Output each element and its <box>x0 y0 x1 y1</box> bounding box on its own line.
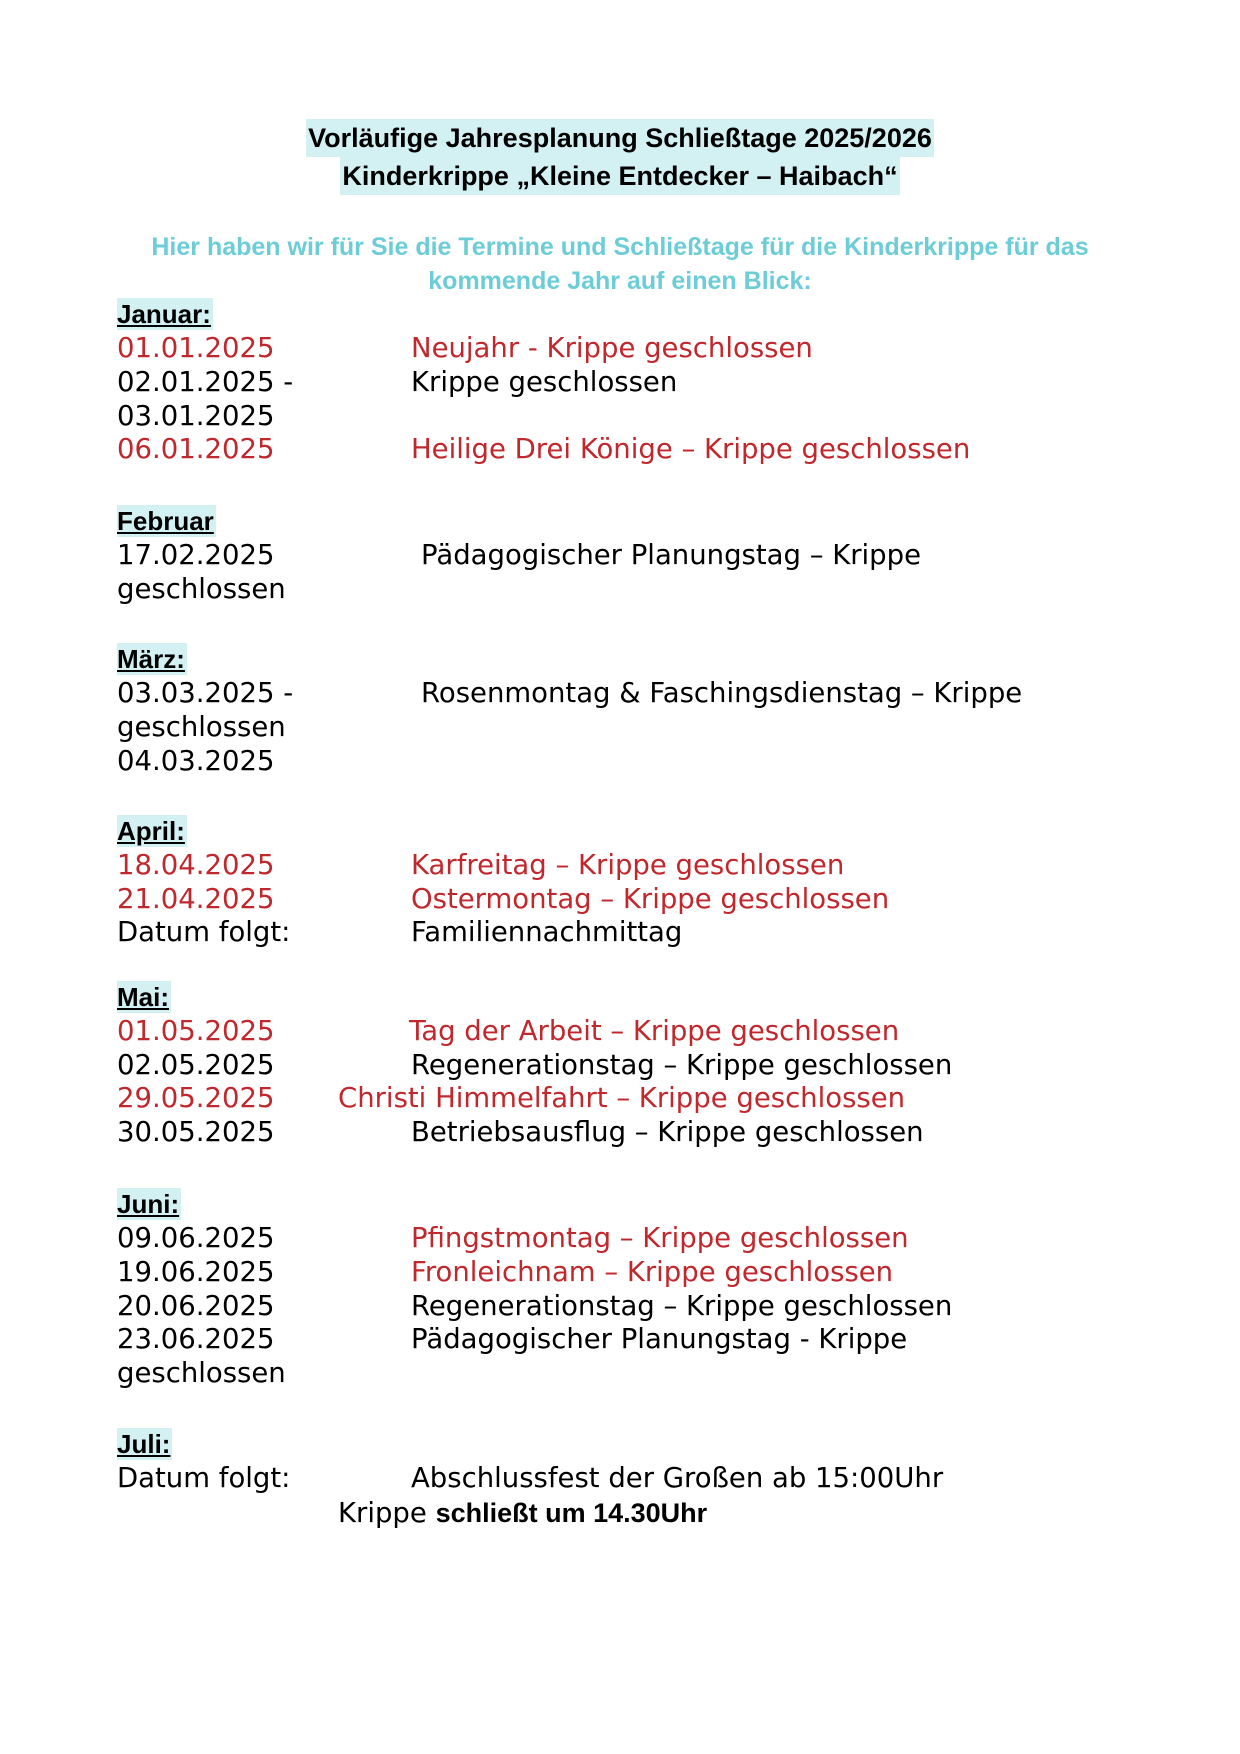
entry-text-continued: geschlossen <box>117 711 286 743</box>
entry-text: Karfreitag – Krippe geschlossen <box>411 849 845 881</box>
entry-text: Abschlussfest der Großen ab 15:00Uhr <box>411 1462 944 1494</box>
entry-date: 06.01.2025 <box>117 433 275 465</box>
entry-text: Fronleichnam – Krippe geschlossen <box>411 1256 894 1288</box>
intro-line-1: Hier haben wir für Sie die Termine und Schließtage für die Kinderkrippe für das <box>151 233 1089 261</box>
month-heading-mai: Mai: <box>117 982 169 1012</box>
month-heading-januar: Januar: <box>117 299 211 329</box>
entry-text-continued: geschlossen <box>117 1357 286 1389</box>
entry-date: 23.06.2025 <box>117 1323 275 1355</box>
entry-text: Christi Himmelfahrt – Krippe geschlossen <box>338 1082 906 1114</box>
entry-date: 18.04.2025 <box>117 849 275 881</box>
month-heading-juli: Juli: <box>117 1429 171 1459</box>
entry-date: 02.01.2025 - <box>117 366 294 398</box>
entry-date: 03.03.2025 - <box>117 677 294 709</box>
entry-date-end: 03.01.2025 <box>117 400 275 432</box>
month-heading-februar: Februar <box>117 506 214 536</box>
entry-date: 01.01.2025 <box>117 332 275 364</box>
entry-text: Heilige Drei Könige – Krippe geschlossen <box>411 433 971 465</box>
entry-text: Tag der Arbeit – Krippe geschlossen <box>409 1015 900 1047</box>
entry-text-continued <box>338 1496 707 1530</box>
title-line-2: Kinderkrippe „Kleine Entdecker – Haibach“ <box>340 157 899 195</box>
entry-text-continued-a: Krippe <box>338 1497 436 1529</box>
month-heading-juni: Juni: <box>117 1189 180 1219</box>
entry-date: 02.05.2025 <box>117 1049 275 1081</box>
entry-date: 21.04.2025 <box>117 883 275 915</box>
entry-text: Rosenmontag & Faschingsdienstag – Krippe <box>421 677 1023 709</box>
entry-text: Pfingstmontag – Krippe geschlossen <box>411 1222 909 1254</box>
entry-text-continued: geschlossen <box>117 573 286 605</box>
document-title <box>0 119 1240 195</box>
entry-date: 30.05.2025 <box>117 1116 275 1148</box>
entry-text: Familiennachmittag <box>411 916 683 948</box>
month-heading-maerz: März: <box>117 644 185 674</box>
title-line-1: Vorläufige Jahresplanung Schließtage 2025/2026 <box>306 119 934 157</box>
entry-date-end: 04.03.2025 <box>117 745 275 777</box>
entry-text: Pädagogischer Planungstag – Krippe <box>421 539 922 571</box>
entry-text: Betriebsausflug – Krippe geschlossen <box>411 1116 924 1148</box>
entry-date: 17.02.2025 <box>117 539 275 571</box>
entry-date: Datum folgt: <box>117 916 291 948</box>
month-heading-april: April: <box>117 816 185 846</box>
entry-text: Ostermontag – Krippe geschlossen <box>411 883 890 915</box>
entry-date: 19.06.2025 <box>117 1256 275 1288</box>
entry-date: Datum folgt: <box>117 1462 291 1494</box>
entry-text: Neujahr - Krippe geschlossen <box>411 332 813 364</box>
entry-text-continued-bold: schließt um 14.30Uhr <box>435 1498 708 1528</box>
entry-date: 09.06.2025 <box>117 1222 275 1254</box>
entry-date: 01.05.2025 <box>117 1015 275 1047</box>
intro-line-2: kommende Jahr auf einen Blick: <box>428 267 812 295</box>
entry-date: 29.05.2025 <box>117 1082 275 1114</box>
entry-date: 20.06.2025 <box>117 1290 275 1322</box>
entry-text: Regenerationstag – Krippe geschlossen <box>411 1049 953 1081</box>
entry-text: Krippe geschlossen <box>411 366 678 398</box>
intro-text <box>120 230 1120 298</box>
entry-text: Regenerationstag – Krippe geschlossen <box>411 1290 953 1322</box>
entry-text: Pädagogischer Planungstag - Krippe <box>411 1323 908 1355</box>
